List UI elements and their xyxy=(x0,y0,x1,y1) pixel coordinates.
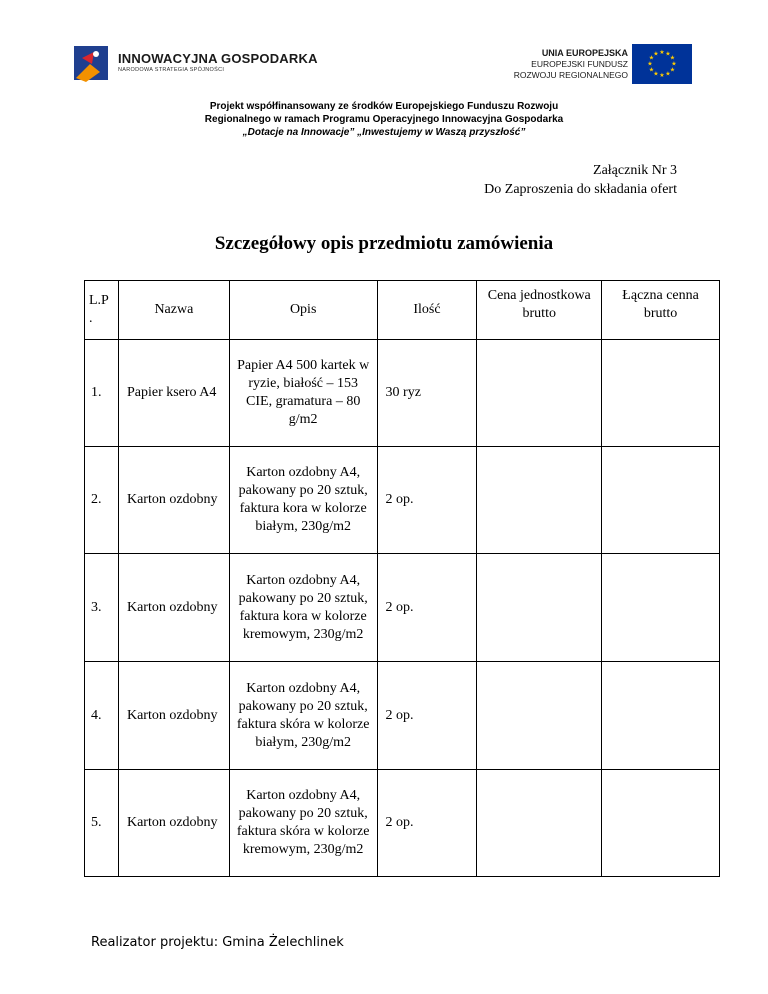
eu-logo-line2: ROZWOJU REGIONALNEGO xyxy=(513,70,628,80)
header-ilosc: Ilość xyxy=(377,281,477,340)
svg-text:★: ★ xyxy=(659,49,665,56)
header-opis: Opis xyxy=(229,281,377,340)
header-lp: L.P . xyxy=(85,281,119,340)
row-laczna[interactable] xyxy=(602,447,720,554)
project-line-3: „Dotacje na Innowacje” „Inwestujemy w Waszą przyszłość” xyxy=(242,127,526,138)
row-cena[interactable] xyxy=(477,554,602,662)
row-lp: 2. xyxy=(85,447,119,554)
table-row xyxy=(85,340,720,447)
svg-text:★: ★ xyxy=(653,70,659,78)
document-title: Szczegółowy opis przedmiotu zamówienia xyxy=(214,233,554,254)
svg-text:★: ★ xyxy=(669,54,676,62)
row-lp: 3. xyxy=(85,554,119,662)
row-laczna[interactable] xyxy=(602,662,720,770)
header-cena-jednostkowa: Cena jednostkowa brutto xyxy=(477,281,602,340)
svg-text:★: ★ xyxy=(653,50,659,58)
annex-description: Do Zaproszenia do składania ofert xyxy=(484,182,677,197)
svg-text:★: ★ xyxy=(669,66,676,74)
svg-text:★: ★ xyxy=(665,50,671,58)
row-lp: 1. xyxy=(85,340,119,447)
row-ilosc: 30 ryz xyxy=(377,340,477,447)
row-opis: Karton ozdobny A4, pakowany po 20 sztuk, faktura skóra w kolorze białym, 230g/m2 xyxy=(229,662,377,770)
row-laczna[interactable] xyxy=(602,770,720,877)
row-nazwa: Karton ozdobny xyxy=(118,554,229,662)
svg-text:★: ★ xyxy=(665,70,671,78)
table-row xyxy=(85,554,720,662)
annex-number: Załącznik Nr 3 xyxy=(593,163,677,178)
row-cena[interactable] xyxy=(477,662,602,770)
row-lp: 4. xyxy=(85,662,119,770)
eu-logo-text xyxy=(468,47,628,81)
svg-text:★: ★ xyxy=(671,60,677,68)
table-row xyxy=(85,662,720,770)
header-laczna-cena: Łączna cenna brutto xyxy=(602,281,720,340)
row-opis: Papier A4 500 kartek w ryzie, białość – 153 CIE, gramatura – 80 g/m2 xyxy=(229,340,377,447)
row-lp: 5. xyxy=(85,770,119,877)
svg-text:★: ★ xyxy=(648,66,655,74)
svg-text:★: ★ xyxy=(659,72,665,79)
left-logo-brand: INNOWACYJNA GOSPODARKA xyxy=(118,51,318,66)
left-logo-tagline: NARODOWA STRATEGIA SPÓJNOŚCI xyxy=(118,67,225,73)
eu-logo-title: UNIA EUROPEJSKA xyxy=(541,48,628,58)
svg-text:★: ★ xyxy=(647,60,653,68)
project-cofinancing-note xyxy=(0,100,768,139)
eu-flag-icon xyxy=(632,44,692,84)
svg-text:★: ★ xyxy=(648,54,655,62)
row-nazwa: Karton ozdobny xyxy=(118,770,229,877)
table-row xyxy=(85,447,720,554)
row-nazwa: Karton ozdobny xyxy=(118,662,229,770)
row-ilosc: 2 op. xyxy=(377,554,477,662)
row-ilosc: 2 op. xyxy=(377,447,477,554)
footer-project-executor: Realizator projektu: Gmina Żelechlinek xyxy=(91,935,344,950)
project-line-2: Regionalnego w ramach Programu Operacyjnego Innowacyjna Gospodarka xyxy=(204,114,564,125)
specification-table xyxy=(84,280,720,877)
project-line-1: Projekt współfinansowany ze środków Europejskiego Funduszu Rozwoju xyxy=(209,101,559,112)
row-nazwa: Papier ksero A4 xyxy=(118,340,229,447)
row-opis: Karton ozdobny A4, pakowany po 20 sztuk, faktura kora w kolorze białym, 230g/m2 xyxy=(229,447,377,554)
row-ilosc: 2 op. xyxy=(377,770,477,877)
logo-star xyxy=(93,51,99,57)
row-opis: Karton ozdobny A4, pakowany po 20 sztuk, faktura skóra w kolorze kremowym, 230g/m2 xyxy=(229,770,377,877)
row-nazwa: Karton ozdobny xyxy=(118,447,229,554)
row-opis: Karton ozdobny A4, pakowany po 20 sztuk, faktura kora w kolorze kremowym, 230g/m2 xyxy=(229,554,377,662)
header-nazwa: Nazwa xyxy=(118,281,229,340)
row-cena[interactable] xyxy=(477,340,602,447)
table-header-row xyxy=(85,281,720,340)
left-logo-text xyxy=(118,52,318,74)
annex-note xyxy=(484,161,677,199)
row-ilosc: 2 op. xyxy=(377,662,477,770)
eu-logo-line1: EUROPEJSKI FUNDUSZ xyxy=(531,59,628,69)
row-laczna[interactable] xyxy=(602,340,720,447)
row-cena[interactable] xyxy=(477,447,602,554)
table-row xyxy=(85,770,720,877)
row-cena[interactable] xyxy=(477,770,602,877)
row-laczna[interactable] xyxy=(602,554,720,662)
